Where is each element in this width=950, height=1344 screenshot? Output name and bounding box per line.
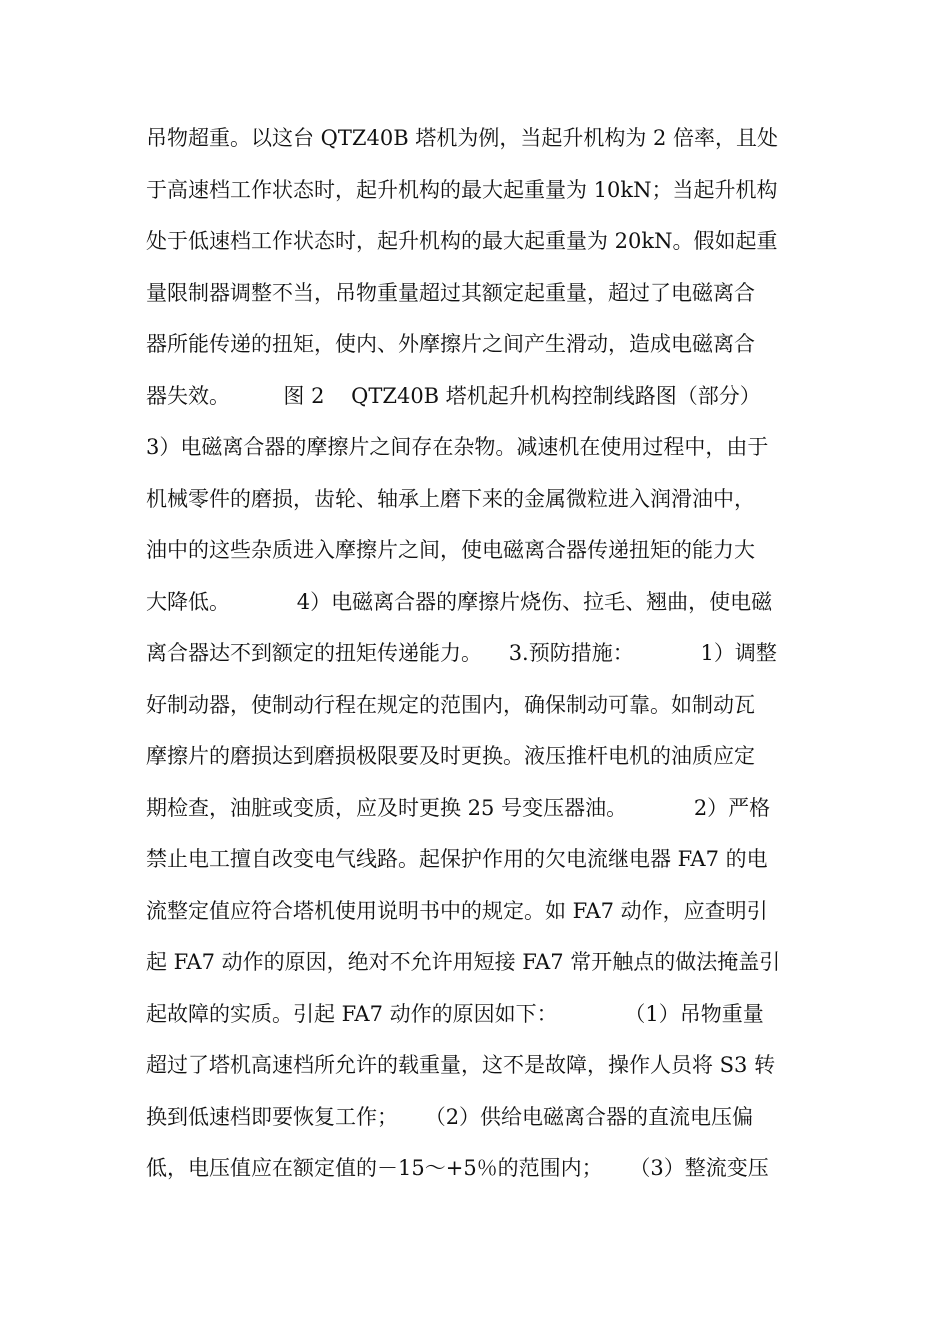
text-line: 器失效。 图 2 QTZ40B 塔机起升机构控制线路图（部分） — [146, 383, 761, 408]
text-line: 机械零件的磨损，齿轮、轴承上磨下来的金属微粒进入润滑油中， — [146, 486, 755, 511]
text-line: 器所能传递的扭矩，使内、外摩擦片之间产生滑动，造成电磁离合 — [146, 332, 755, 356]
text-line: 离合器达不到额定的扭矩传递能力。 3.预防措施： 1）调整 — [146, 641, 777, 665]
text-line: 吊物超重。以这台 QTZ40B 塔机为例，当起升机构为 2 倍率，且处 — [146, 126, 779, 150]
text-line: 3）电磁离合器的摩擦片之间存在杂物。减速机在使用过程中，由于 — [146, 435, 769, 459]
text-line: 摩擦片的磨损达到磨损极限要及时更换。液压推杆电机的油质应定 — [146, 744, 755, 768]
text-line: 期检查，油脏或变质，应及时更换 25 号变压器油。 2）严格 — [146, 795, 771, 820]
body-text — [146, 119, 826, 1201]
text-line: 量限制器调整不当，吊物重量超过其额定起重量，超过了电磁离合 — [146, 280, 755, 305]
text-line: 超过了塔机高速档所允许的载重量，这不是故障，操作人员将 S3 转 — [146, 1053, 776, 1077]
text-line: 禁止电工擅自改变电气线路。起保护作用的欠电流继电器 FA7 的电 — [146, 847, 768, 871]
text-line: 大降低。 4）电磁离合器的摩擦片烧伤、拉毛、翘曲，使电磁 — [146, 589, 773, 614]
text-line: 好制动器，使制动行程在规定的范围内，确保制动可靠。如制动瓦 — [146, 692, 755, 717]
text-line: 低，电压值应在额定值的－15～+5％的范围内； （3）整流变压 — [146, 1156, 769, 1180]
text-line: 起 FA7 动作的原因，绝对不允许用短接 FA7 常开触点的做法掩盖引 — [146, 950, 781, 974]
text-line: 换到低速档即要恢复工作； （2）供给电磁离合器的直流电压偏 — [146, 1104, 754, 1129]
text-line: 处于低速档工作状态时，起升机构的最大起重量为 20kN。假如起重 — [146, 229, 778, 253]
text-line: 流整定值应符合塔机使用说明书中的规定。如 FA7 动作，应查明引 — [146, 898, 768, 923]
text-line: 起故障的实质。引起 FA7 动作的原因如下： （1）吊物重量 — [146, 1001, 764, 1026]
text-line: 于高速档工作状态时，起升机构的最大起重量为 10kN；当起升机构 — [146, 177, 778, 202]
text-line: 油中的这些杂质进入摩擦片之间，使电磁离合器传递扭矩的能力大 — [146, 538, 755, 562]
